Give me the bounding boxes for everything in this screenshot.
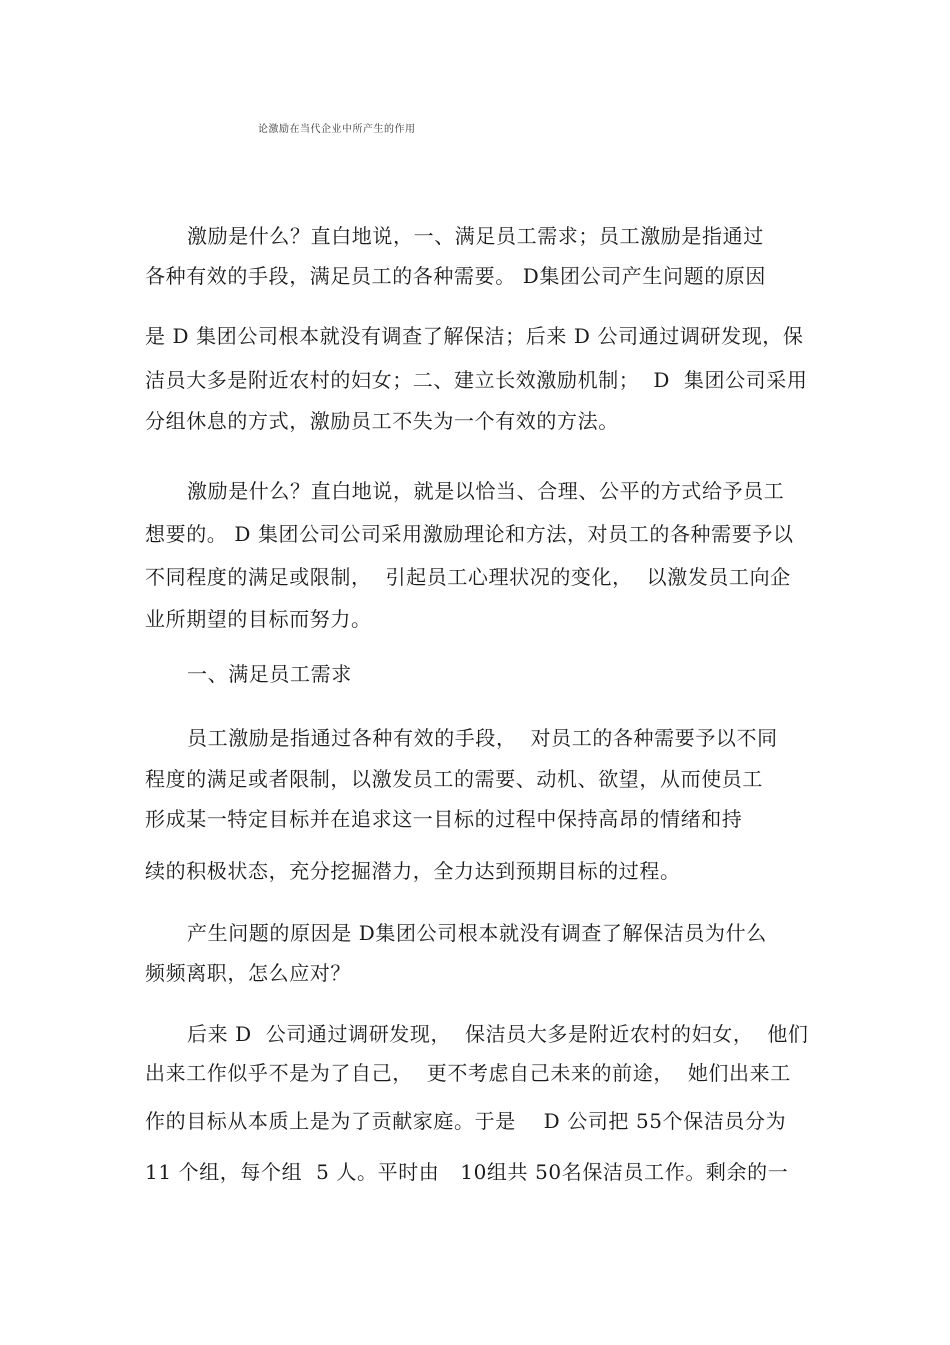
paragraph-5-line-2: 出来工作似乎不是为了自己， 更不考虑自己未来的前途， 她们出来工 xyxy=(145,1061,791,1085)
paragraph-2-line-1: 激励是什么？直白地说，就是以恰当、合理、公平的方式给予员工 xyxy=(187,479,785,503)
paragraph-4-line-2: 频频离职，怎么应对？ xyxy=(145,961,351,985)
section-heading: 一、满足员工需求 xyxy=(187,662,352,686)
paragraph-3-line-2: 程度的满足或者限制，以激发员工的需要、动机、欲望，从而使员工 xyxy=(145,767,763,791)
paragraph-2-line-4: 业所期望的目标而努力。 xyxy=(145,607,372,631)
paragraph-1-line-1: 激励是什么？直白地说，一、满足员工需求；员工激励是指通过 xyxy=(187,224,764,248)
paragraph-5-line-1: 后来 D 公司通过调研发现， 保洁员大多是附近农村的妇女， 他们 xyxy=(187,1022,809,1046)
paragraph-2-line-2: 想要的。 D 集团公司公司采用激励理论和方法，对员工的各种需要予以 xyxy=(145,522,794,546)
paragraph-3-line-4: 续的积极状态，充分挖掘潜力，全力达到预期目标的过程。 xyxy=(145,859,681,883)
document-header: 论激励在当代企业中所产生的作用 xyxy=(258,124,416,135)
paragraph-1-line-5: 分组休息的方式，激励员工不失为一个有效的方法。 xyxy=(145,409,619,433)
paragraph-1-line-2: 各种有效的手段，满足员工的各种需要。 D集团公司产生问题的原因 xyxy=(145,264,766,288)
paragraph-3-line-1: 员工激励是指通过各种有效的手段， 对员工的各种需要予以不同 xyxy=(187,726,778,750)
paragraph-1-line-3: 是 D 集团公司根本就没有调查了解保洁；后来 D 公司通过调研发现，保 xyxy=(145,324,804,348)
paragraph-3-line-3: 形成某一特定目标并在追求这一目标的过程中保持高昂的情绪和持 xyxy=(145,807,743,831)
paragraph-5-line-4: 11 个组，每个组 5 人。平时由 10组共 50名保洁员工作。剩余的一 xyxy=(145,1160,789,1184)
paragraph-1-line-4: 洁员大多是附近农村的妇女；二、建立长效激励机制； D 集团公司采用 xyxy=(145,368,808,392)
paragraph-4-line-1: 产生问题的原因是 D集团公司根本就没有调查了解保洁员为什么 xyxy=(187,921,767,945)
paragraph-5-line-3: 作的目标从本质上是为了贡献家庭。于是 D 公司把 55个保洁员分为 xyxy=(145,1109,787,1133)
paragraph-2-line-3: 不同程度的满足或限制， 引起员工心理状况的变化， 以激发员工向企 xyxy=(145,565,791,589)
